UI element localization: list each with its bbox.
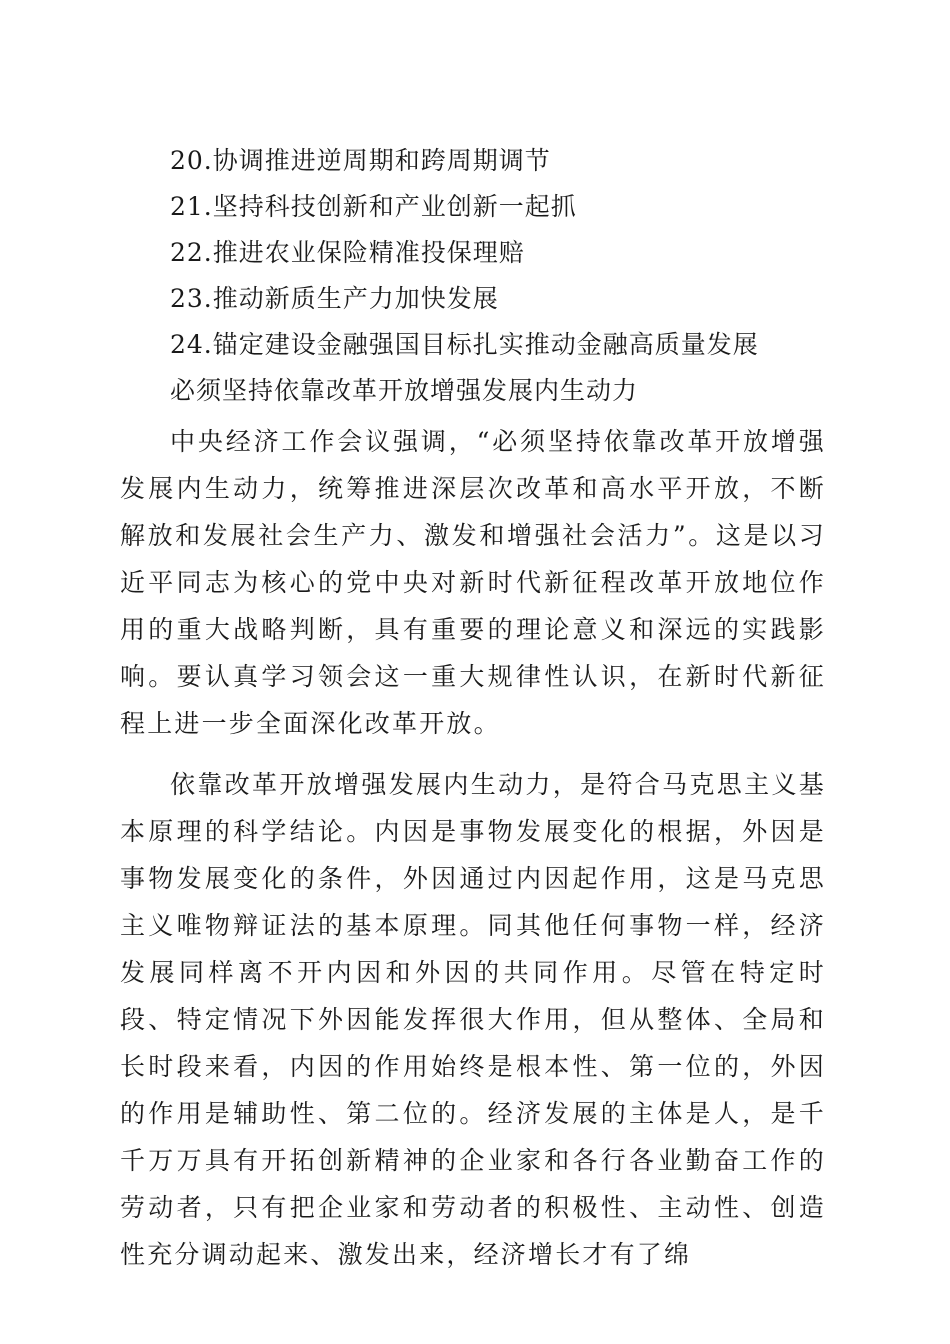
list-item-20: 20.协调推进逆周期和跨周期调节 [170, 146, 551, 175]
document-body [120, 138, 826, 1278]
paragraph-conference-emphasis: 中央经济工作会议强调，“必须坚持依靠改革开放增强发展内生动力，统筹推进深层次改革和高水平开放，不断解放和发展社会生产力、激发和增强社会活力”。这是以习近平同志为核心的党中央对新时代新征程改革开放地位作用的重大战略判断，具有重要的理论意义和深远的实践影响。要认真学习领会这一重大规律性认识，在新时代新征程上进一步全面深化改革开放。 [120, 427, 826, 738]
section-heading: 必须坚持依靠改革开放增强发展内生动力 [170, 376, 639, 405]
list-item-23: 23.推动新质生产力加快发展 [170, 284, 499, 313]
paragraph-internal-dynamics: 依靠改革开放增强发展内生动力，是符合马克思主义基本原理的科学结论。内因是事物发展变化的根据，外因是事物发展变化的条件，外因通过内因起作用，这是马克思主义唯物辩证法的基本原理。同其他任何事物一样，经济发展同样离不开内因和外因的共同作用。尽管在特定时段、特定情况下外因能发挥很大作用，但从整体、全局和长时段来看，内因的作用始终是根本性、第一位的，外因的作用是辅助性、第二位的。经济发展的主体是人，是千千万万具有开拓创新精神的企业家和各行各业勤奋工作的劳动者，只有把企业家和劳动者的积极性、主动性、创造性充分调动起来、激发出来，经济增长才有了绵 [120, 770, 826, 1269]
list-item-24: 24.锚定建设金融强国目标扎实推动金融高质量发展 [170, 330, 759, 359]
list-item-21: 21.坚持科技创新和产业创新一起抓 [170, 192, 577, 221]
list-item-22: 22.推进农业保险精准投保理赔 [170, 238, 525, 267]
